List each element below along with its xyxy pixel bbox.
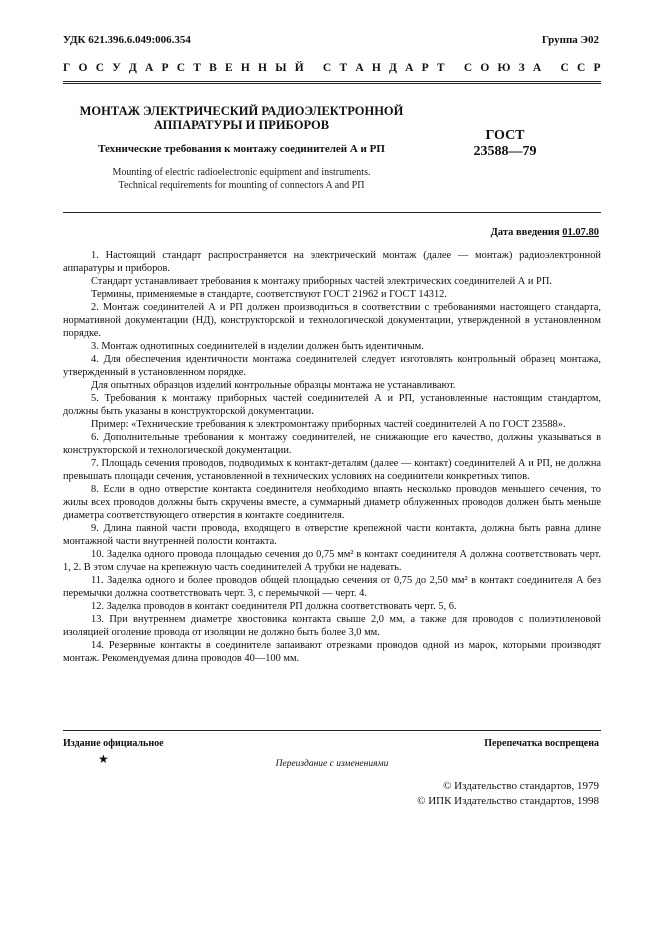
state-title-letter — [312, 62, 315, 74]
state-title-letter: А — [405, 62, 414, 74]
state-title-letter: Т — [193, 62, 201, 74]
document-subtitle: Технические требования к монтажу соединителей А и РП — [98, 143, 385, 155]
state-title-letter: У — [112, 62, 121, 74]
title-line-1: МОНТАЖ ЭЛЕКТРИЧЕСКИЙ РАДИОЭЛЕКТРОННОЙ — [79, 104, 404, 118]
state-title-letter: Д — [388, 62, 397, 74]
state-title-letter — [549, 62, 552, 74]
state-title-letter: Т — [436, 62, 445, 74]
official-edition: Издание официальное — [63, 738, 164, 749]
state-title-letter: О — [480, 62, 490, 74]
state-title-letter: Т — [339, 62, 348, 74]
star-icon: ★ — [98, 752, 109, 766]
state-title-letter: Н — [371, 62, 381, 74]
body-paragraph: 10. Заделка одного провода площадью сечения до 0,75 мм² в контакт соединителя А должна соответствовать черт. 1, 2. В этом случае на крепежную часть соединителей А трубки не надевать. — [63, 548, 601, 573]
state-title-letter — [453, 62, 456, 74]
bottom-rule — [63, 730, 601, 731]
body-paragraph: 3. Монтаж однотипных соединителей в изделии должен быть идентичным. — [91, 340, 424, 352]
body-paragraph: 9. Длина паяной части провода, входящего в отверстие крепежной части контакта, должна быть равна длине монтажной части внутренней полости контакта. — [63, 522, 601, 547]
body-paragraph: 7. Площадь сечения проводов, подводимых к контакт-деталям (далее — контакт) соединителей А и РП, не должна превышать площади сечения, установленной в технических условиях на соединители конкретных типов. — [63, 458, 601, 482]
body-paragraph: 11. Заделка одного и более проводов общей площадью сечения от 0,75 до 2,50 мм² в контакт соединителя А без перемычки должна соответствовать черт. 3, с перемычкой — черт. 4. — [63, 574, 601, 599]
middle-rule — [63, 212, 601, 213]
state-title-letter: В — [209, 62, 217, 74]
state-title-letter: З — [518, 62, 525, 74]
state-title-letter: Н — [240, 62, 250, 74]
body-paragraph: 2. Монтаж соединителей А и РП должен производиться в соответствии с требованиями настоящего стандарта, нормативной документации (НД), конструкторской и технологической документации, утвержденной в установленном порядке. — [63, 302, 601, 339]
top-rule-second — [63, 83, 601, 84]
state-title-letter: С — [95, 62, 104, 74]
state-title-letter: Р — [421, 62, 429, 74]
english-line-1: Mounting of electric radioelectronic equipment and instruments. — [112, 167, 371, 178]
state-title-letter: Н — [258, 62, 267, 74]
state-title-letter: Р — [161, 62, 169, 74]
body-paragraph: 12. Заделка проводов в контакт соединителя РП должна соответствовать черт. 5, 6. — [91, 600, 457, 612]
state-title-letter: Е — [225, 62, 233, 74]
state-title-letter: А — [355, 62, 364, 74]
english-line-2: Technical requirements for mounting of connectors A and РП — [118, 180, 365, 191]
state-title-letter: А — [144, 62, 154, 74]
state-title-letter: Ы — [275, 62, 287, 74]
body-paragraph: 13. При внутреннем диаметре хвостовика контакта свыше 2,0 мм, а также для проводов с полиэтиленовой изоляцией оголение провода от изоляции не должно быть более 3,0 мм. — [63, 613, 601, 638]
state-title-letter: С — [176, 62, 186, 74]
state-title-letter: Ю — [497, 62, 511, 74]
document-body — [63, 250, 601, 666]
copyright-1998: © ИПК Издательство стандартов, 1998 — [417, 795, 599, 807]
english-title — [63, 166, 420, 192]
body-paragraph: Термины, применяемые в стандарте, соответствуют ГОСТ 21962 и ГОСТ 14312. — [91, 289, 447, 301]
date-label: Дата введения — [490, 227, 563, 238]
body-paragraph: 14. Резервные контакты в соединителе запаивают отрезками проводов одной из марок, которыми производят монтаж. Рекомендуемая длина проводов 40—100 мм. — [63, 639, 601, 664]
top-rule — [63, 81, 601, 82]
title-line-2: АППАРАТУРЫ И ПРИБОРОВ — [153, 118, 330, 132]
effective-date — [491, 227, 599, 238]
state-title-letter: Р — [593, 62, 601, 74]
reissue-note: Переиздание с изменениями — [275, 759, 389, 769]
reprint-prohibited: Перепечатка воспрещена — [484, 738, 599, 749]
state-title-letter: С — [322, 62, 332, 74]
document-title — [63, 104, 420, 132]
state-title-letter: А — [532, 62, 542, 74]
udk-code: УДК 621.396.6.049:006.354 — [63, 34, 191, 46]
body-paragraph: 4. Для обеспечения идентичности монтажа соединителей следует изготовлять контрольный образец монтажа, утвержденный в установленном порядке. — [63, 354, 601, 378]
group-code: Группа Э02 — [541, 34, 599, 46]
body-paragraph: Пример: «Технические требования к электромонтажу приборных частей соединителей А по ГОСТ 23588». — [91, 419, 566, 431]
gost-number: 23588—79 — [473, 144, 537, 159]
state-title-letter: С — [577, 62, 586, 74]
body-paragraph: 1. Настоящий стандарт распространяется на электрический монтаж (далее — монтаж) радиоэлектронной аппаратуры и приборов. — [63, 250, 601, 274]
body-paragraph: 5. Требования к монтажу приборных частей соединителей А и РП, установленные настоящим стандартом, должны быть указаны в конструкторской документации. — [63, 393, 601, 417]
body-paragraph: Стандарт устанавливает требования к монтажу приборных частей электрических соединителей А и РП. — [91, 275, 552, 287]
state-title-letter: Й — [294, 62, 304, 74]
gost-block — [465, 128, 545, 160]
body-paragraph: Для опытных образцов изделий контрольные образцы монтажа не устанавливают. — [91, 380, 456, 392]
state-title-letter: С — [463, 62, 473, 74]
gost-label: ГОСТ — [485, 128, 525, 143]
state-standard-title — [63, 62, 601, 74]
state-title-letter: Д — [128, 62, 137, 74]
copyright-1979: © Издательство стандартов, 1979 — [443, 780, 599, 792]
date-value: 01.07.80 — [562, 227, 599, 238]
state-title-letter: О — [78, 62, 88, 74]
body-paragraph: 8. Если в одно отверстие контакта соединителя необходимо впаять несколько проводов меньшего сечения, то жилы всех проводов должны быть скручены вместе, а суммарный диаметр облуженных проводов должен быть меньше диаметра соответствующего отверстия в контакте соединителя. — [63, 484, 601, 521]
state-title-letter: С — [560, 62, 569, 74]
body-paragraph: 6. Дополнительные требования к монтажу соединителей, не снижающие его качество, должны указываться в конструкторской и технологической документации. — [63, 432, 601, 457]
state-title-letter: Г — [63, 62, 71, 74]
